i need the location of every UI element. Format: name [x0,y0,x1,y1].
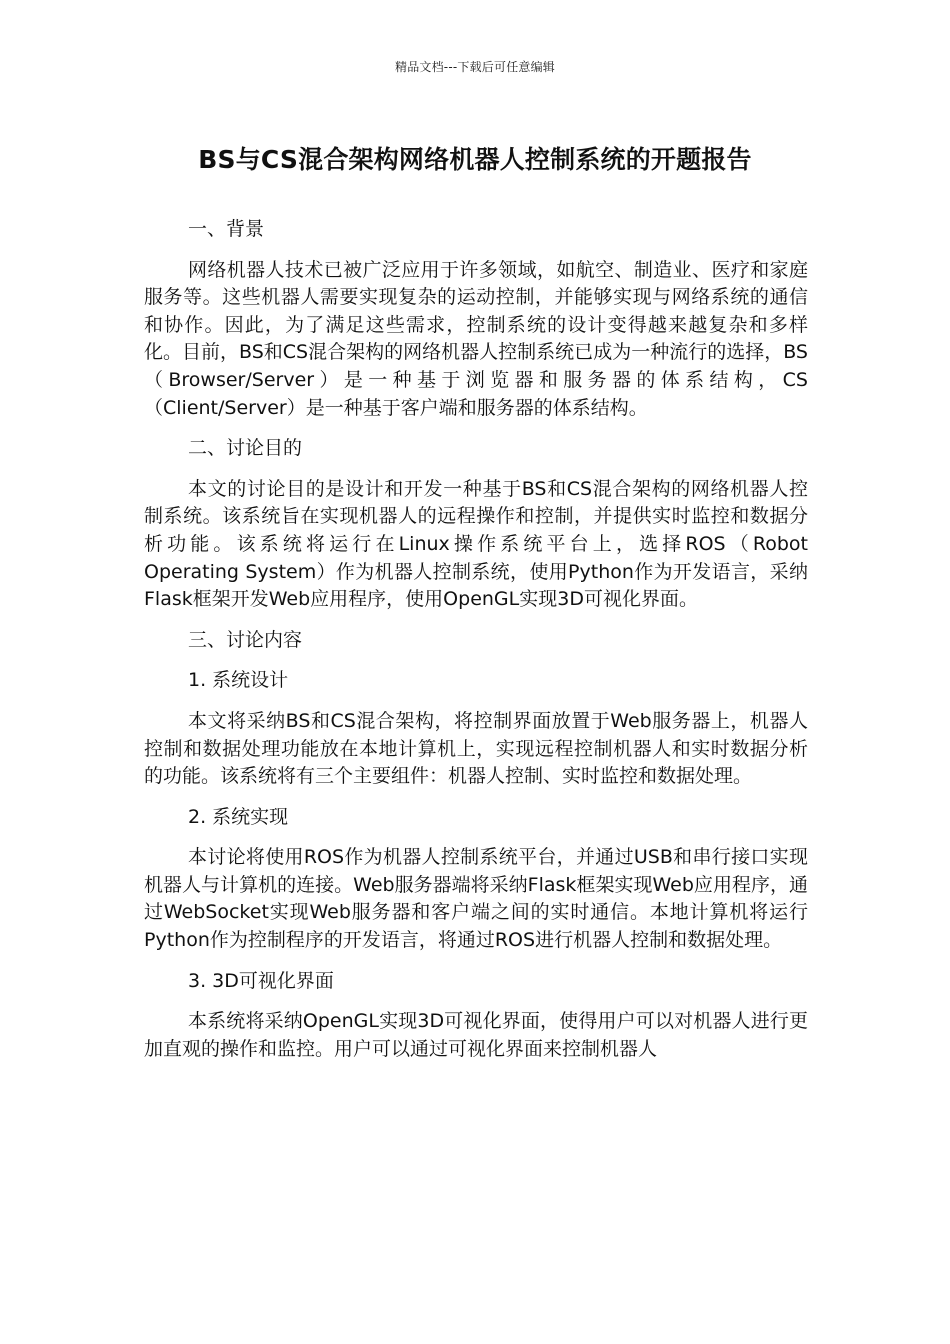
section-heading-purpose: 二、讨论目的 [188,437,303,460]
document-body [144,216,808,1063]
subsection-heading-design: 1. 系统设计 [188,669,289,692]
section-heading-background: 一、背景 [188,218,265,240]
section-heading-content: 三、讨论内容 [188,628,303,651]
paragraph-design: 本文将采纳BS和CS混合架构，将控制界面放置于Web服务器上，机器人控制和数据处理功能放在本地计算机上，实现远程控制机器人和实时数据分析的功能。该系统将有三个主要组件：机器人控制、实时监控和数据处理。 [144,709,808,788]
paragraph-background: 网络机器人技术已被广泛应用于许多领域，如航空、制造业、医疗和家庭服务等。这些机器人需要实现复杂的运动控制，并能够实现与网络系统的通信和协作。因此，为了满足这些需求，控制系统的设计变得越来越复杂和多样化。目前，BS和CS混合架构的网络机器人控制系统已成为一种流行的选择，BS（Browser/Server）是一种基于浏览器和服务器的体系结构，CS（Client/Server）是一种基于客户端和服务器的体系结构。 [144,258,808,419]
subsection-heading-visualization: 3. 3D可视化界面 [188,969,334,992]
header-note: 精品文档---下载后可任意编辑 [395,60,555,74]
paragraph-visualization: 本系统将采纳OpenGL实现3D可视化界面，使得用户可以对机器人进行更加直观的操作和监控。用户可以通过可视化界面来控制机器人 [144,1010,808,1060]
subsection-heading-implementation: 2. 系统实现 [188,805,289,828]
paragraph-purpose: 本文的讨论目的是设计和开发一种基于BS和CS混合架构的网络机器人控制系统。该系统旨在实现机器人的远程操作和控制，并提供实时监控和数据分析功能。该系统将运行在Linux操作系统平台上，选择ROS（Robot Operating System）作为机器人控制系统，使用Python作为开发语言，采纳Flask框架开发Web应用程序，使用OpenGL实现3D可视化界面。 [144,477,808,611]
paragraph-implementation: 本讨论将使用ROS作为机器人控制系统平台，并通过USB和串行接口实现机器人与计算机的连接。Web服务器端将采纳Flask框架实现Web应用程序，通过WebSocket实现Web服务器和客户端之间的实时通信。本地计算机将运行Python作为控制程序的开发语言，将通过ROS进行机器人控制和数据处理。 [144,846,808,952]
document-title: BS与CS混合架构网络机器人控制系统的开题报告 [198,145,752,174]
